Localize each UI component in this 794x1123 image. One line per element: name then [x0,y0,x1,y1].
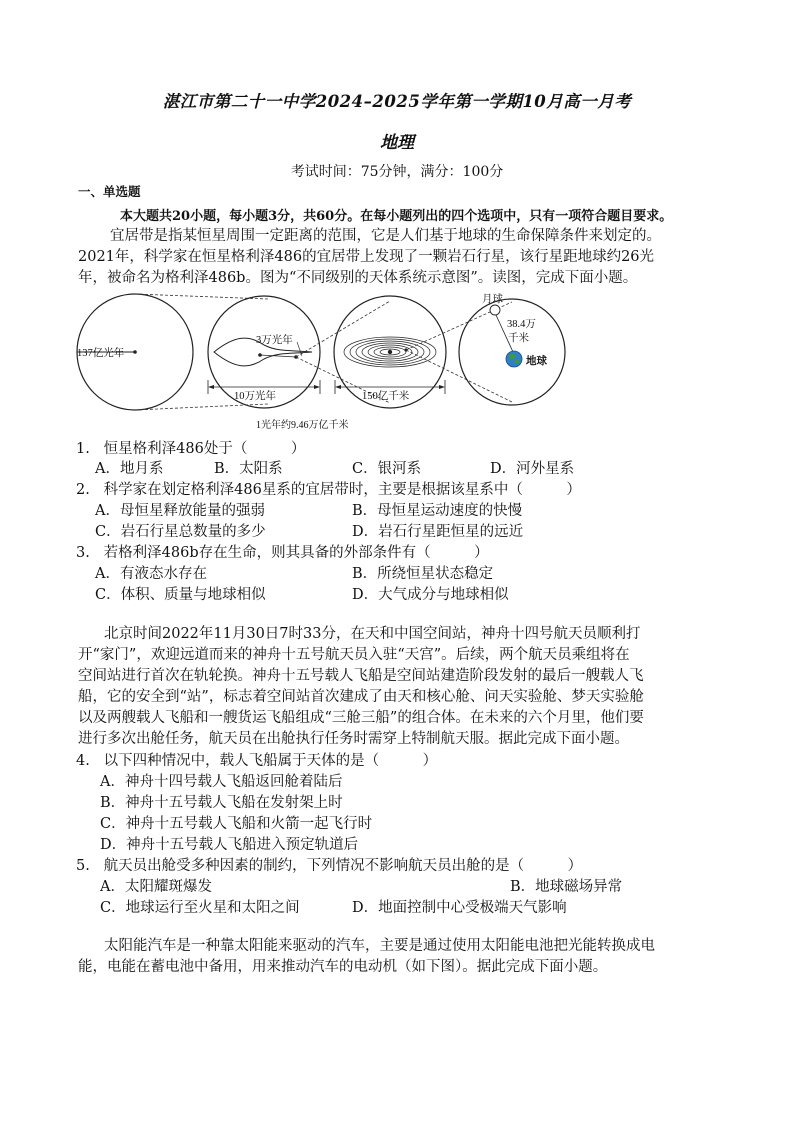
question-stem: 以下四种情况中，载人飞船属于天体的是（ ） [103,753,438,769]
passage1-line-1: 宜居带是指某恒星周围一定距离的范围，它是人们基于地球的生命保障条件来划定的。 [110,228,661,244]
q5-option-c: C．地球运行至火星和太阳之间 [100,900,300,916]
passage3-line-1: 太阳能汽车是一种靠太阳能来驱动的汽车，主要是通过使用太阳能电池把光能转换成电 [104,938,655,954]
q5-option-b: B．地球磁场异常 [510,879,623,895]
question-stem: 科学家在划定格利泽486星系的宜居带时，主要是根据该星系中（ ） [103,482,581,498]
label-137: 137亿光年 [77,348,125,359]
label-10wan: 10万光年 [234,391,276,402]
question-2 [76,478,581,499]
question-stem: 恒星格利泽486处于（ ） [103,441,306,457]
q3-option-c: C．体积、质量与地球相似 [95,587,266,603]
q3-option-b: B．所绕恒星状态稳定 [352,566,494,582]
q5-option-a: A．太阳耀斑爆发 [100,879,212,895]
passage2-line-4: 船，它的安全到“站”，标志着空间站首次建成了由天和核心舱、问天实验舱、梦天实验舱 [78,689,644,705]
q1-option-c: C．银河系 [352,461,422,477]
passage1-line-3: 年，被命名为格利泽486b。图为“不同级别的天体系统示意图”。读图，完成下面小题。 [78,270,638,286]
question-3 [76,541,489,562]
label-150yi: 150亿千米 [362,391,410,402]
q2-option-d: D．岩石行星距恒星的远近 [352,524,524,540]
q2-option-a: A．母恒星释放能量的强弱 [95,503,265,519]
label-distance-2: 千米 [508,333,529,344]
q2-option-c: C．岩石行星总数量的多少 [95,524,266,540]
passage2-line-3: 空间站进行首次在轨轮换。神舟十五号载人飞船是空间站建造阶段发射的最后一艘载人飞 [78,668,644,684]
question-5 [76,854,582,875]
subject-title: 地理 [380,133,414,153]
q2-option-b: B．母恒星运动速度的快慢 [352,503,523,519]
question-number: 3. [76,545,90,561]
exam-title: 湛江市第二十一中学2024–2025学年第一学期10月高一月考 [162,92,632,111]
question-number: 4. [76,753,90,769]
q1-option-b: B．太阳系 [214,461,283,477]
question-4 [76,749,437,770]
passage2-line-2: 开“家门”，欢迎远道而来的神舟十五号航天员入驻“天宫”。后续，两个航天员乘组将在 [78,647,630,663]
q1-option-a: A．地月系 [95,461,164,477]
q4-option-c: C．神舟十五号载人飞船和火箭一起飞行时 [100,816,373,832]
q3-option-d: D．大气成分与地球相似 [352,587,509,603]
question-1 [76,437,305,458]
question-number: 1. [76,441,90,457]
figure-caption: 1光年约9.46万亿千米 [256,420,349,431]
q4-option-a: A．神舟十四号载人飞船返回舱着陆后 [100,774,343,790]
label-distance-1: 38.4万 [507,319,536,330]
question-stem: 若格利泽486b存在生命，则其具备的外部条件有（ ） [103,545,489,561]
section-instruction: 本大题共20小题，每小题3分，共60分。在每小题列出的四个选项中，只有一项符合题目要求。 [120,209,673,224]
celestial-systems-figure [72,290,712,435]
question-stem: 航天员出舱受多种因素的制约，下列情况不影响航天员出舱的是（ ） [103,858,583,874]
passage3-line-2: 能，电能在蓄电池中备用，用来推动汽车的电动机（如下图）。据此完成下面小题。 [78,959,608,975]
passage2-line-6: 进行多次出舱任务，航天员在出舱执行任务时需穿上特制航天服。据此完成下面小题。 [78,731,629,747]
passage2-line-5: 以及两艘载人飞船和一艘货运飞船组成“三舱三船”的组合体。在未来的六个月里，他们要 [78,710,644,726]
exam-time-info: 考试时间：75分钟，满分：100分 [290,164,504,180]
passage2-line-1: 北京时间2022年11月30日7时33分，在天和中国空间站，神舟十四号航天员顺利打 [104,626,641,642]
label-earth: 地球 [526,356,547,367]
question-number: 5. [76,858,90,874]
q5-option-d: D．地面控制中心受极端天气影响 [352,900,567,916]
label-moon: 月球 [482,294,503,305]
label-3wan: 3万光年 [256,335,293,346]
q4-option-b: B．神舟十五号载人飞船在发射架上时 [100,795,343,811]
q3-option-a: A．有液态水存在 [95,566,207,582]
q4-option-d: D．神舟十五号载人飞船进入预定轨道后 [100,837,359,853]
passage1-line-2: 2021年，科学家在恒星格利泽486的宜居带上发现了一颗岩石行星，该行星距地球约26光 [78,249,655,265]
section-heading: 一、单选题 [78,184,141,199]
q1-option-d: D．河外星系 [490,461,575,477]
question-number: 2. [76,482,90,498]
